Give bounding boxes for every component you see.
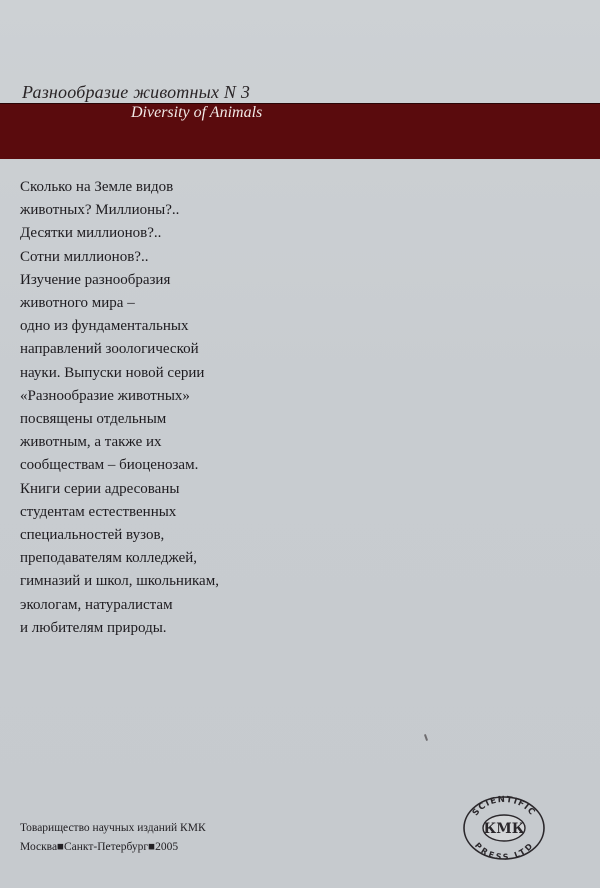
description-line: экологам, натуралистам [20,596,173,613]
logo-center-text: КМК [483,821,525,837]
description-line: посвящены отдельным [20,411,167,428]
kmk-scientific-press-logo [461,794,547,862]
description-line: и любителям природы. [20,619,167,636]
description-line: животных? Миллионы?.. [20,202,180,219]
description-text [20,176,320,640]
description-line: направлений зоологической [20,341,199,358]
description-line: гимназий и школ, школьникам, [20,573,219,590]
publisher-cities-year: Москва■Санкт-Петербург■2005 [20,841,179,853]
description-line: «Разнообразие животных» [20,387,190,404]
description-line: науки. Выпуски новой серии [20,364,205,381]
description-line: Изучение разнообразия [20,271,171,288]
description-line: сообществам – биоценозам. [20,457,199,474]
logo-bottom-text: PRESS LTD [472,840,536,862]
description-line: животным, а также их [20,434,162,451]
logo-top-text: SCIENTIFIC [470,794,538,819]
publisher-name: Товарищество научных изданий КМК [20,822,206,834]
band-top-rule [0,103,600,104]
description-line: одно из фундаментальных [20,318,189,335]
description-line: Книги серии адресованы [20,480,180,497]
svg-text:PRESS LTD [473,841,535,862]
description-line: Сколько на Земле видов [20,179,174,195]
description-line: Сотни миллионов?.. [20,248,149,265]
publisher-footer [20,819,206,857]
description-line: студентам естественных [20,503,177,520]
print-speck [424,734,428,741]
description-line: преподавателям колледжей, [20,550,198,567]
description-line: животного мира – [20,295,135,312]
series-subtitle: Diversity of Animals [131,104,263,121]
description-line: Десятки миллионов?.. [20,225,162,242]
description-line: специальностей вузов, [20,527,165,544]
title-band [0,103,600,159]
series-title: Разнообразие животных N 3 [22,82,251,102]
